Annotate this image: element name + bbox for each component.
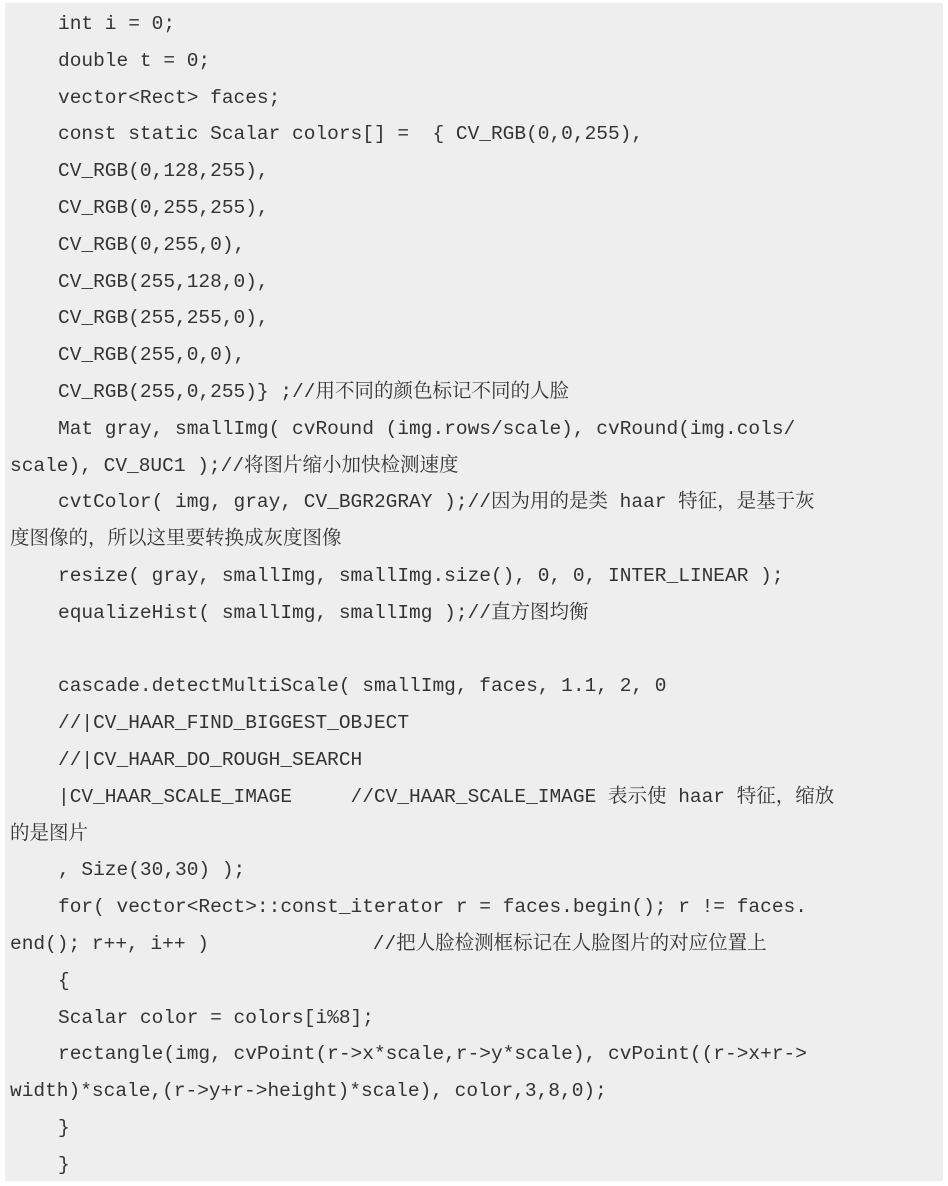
code-line: } [58, 1116, 70, 1139]
code-line: double t = 0; [58, 49, 211, 72]
code-line [10, 632, 943, 669]
code-line: equalizeHist( smallImg, smallImg );//直方图均衡 [58, 601, 589, 624]
code-line: 的是图片 [10, 822, 89, 845]
code-line: Scalar color = colors[i%8]; [58, 1006, 374, 1029]
code-line: } [58, 1153, 70, 1176]
code-line: rectangle(img, cvPoint(r->x*scale,r->y*scale), cvPoint((r->x+r-> [58, 1043, 807, 1066]
code-line: end(); r++, i++ ) //把人脸检测框标记在人脸图片的对应位置上 [10, 932, 767, 955]
code-line: int i = 0; [58, 13, 176, 35]
code-line: CV_RGB(255,0,255)} ;//用不同的颜色标记不同的人脸 [58, 380, 569, 403]
code-line: const static Scalar colors[] = { CV_RGB(0,0,255), [58, 123, 644, 146]
code-line: { [58, 969, 70, 992]
code-line: for( vector<Rect>::const_iterator r = faces.begin(); r != faces. [58, 896, 807, 919]
code-line: scale), CV_8UC1 );//将图片缩小加快检测速度 [10, 454, 459, 477]
code-line: CV_RGB(0,128,255), [58, 160, 269, 183]
code-line: //|CV_HAAR_FIND_BIGGEST_OBJECT [58, 712, 410, 735]
code-line: cvtColor( img, gray, CV_BGR2GRAY );//因为用的是类 haar 特征，是基于灰 [58, 491, 815, 514]
code-line: |CV_HAAR_SCALE_IMAGE //CV_HAAR_SCALE_IMAGE 表示使 haar 特征，缩放 [58, 785, 835, 808]
code-line: vector<Rect> faces; [58, 86, 281, 109]
code-line: CV_RGB(255,128,0), [58, 270, 269, 293]
code-line: cascade.detectMultiScale( smallImg, faces, 1.1, 2, 0 [58, 675, 667, 698]
code-line: CV_RGB(255,255,0), [58, 307, 269, 330]
code-line: CV_RGB(255,0,0), [58, 344, 246, 367]
code-line: resize( gray, smallImg, smallImg.size(), 0, 0, INTER_LINEAR ); [58, 564, 784, 587]
code-line: 度图像的，所以这里要转换成灰度图像 [10, 528, 342, 551]
code-line: , Size(30,30) ); [58, 859, 246, 882]
code-line: CV_RGB(0,255,0), [58, 233, 246, 256]
code-line: Mat gray, smallImg( cvRound (img.rows/scale), cvRound(img.cols/ [58, 417, 796, 440]
code-line: //|CV_HAAR_DO_ROUGH_SEARCH [58, 748, 363, 771]
code-line: CV_RGB(0,255,255), [58, 196, 269, 219]
code-block [5, 3, 943, 1181]
code-line: width)*scale,(r->y+r->height)*scale), color,3,8,0); [10, 1080, 607, 1103]
